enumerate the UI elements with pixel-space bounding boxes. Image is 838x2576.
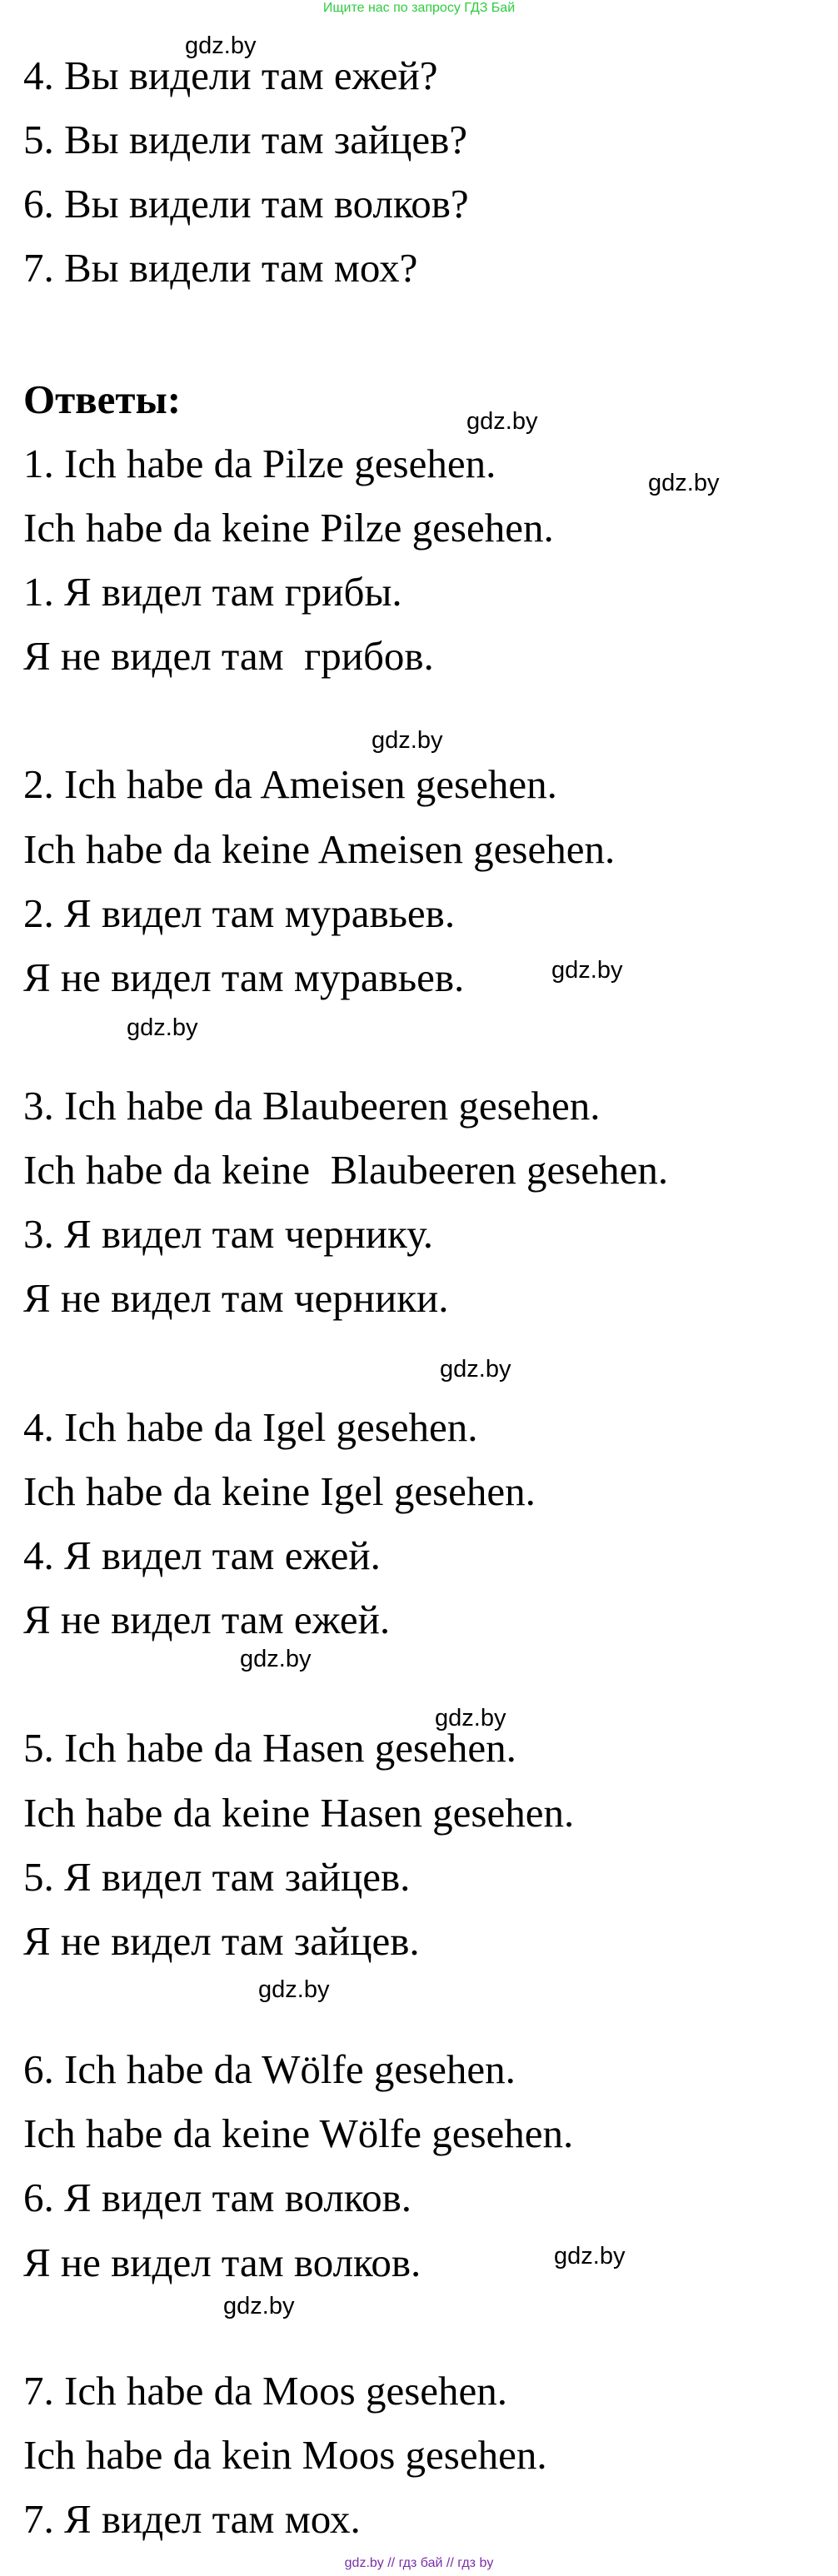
answer-1-ru: 1. Я видел там грибы. (23, 569, 402, 615)
answer-2-ru: 2. Я видел там муравьев. (23, 890, 456, 936)
answer-5-de-neg: Ich habe da keine Hasen gesehen. (23, 1790, 575, 1836)
answer-6-ru: 6. Я видел там волков. (23, 2175, 412, 2220)
question-line: 7. Вы видели там мох? (23, 245, 418, 291)
answer-2-ru-neg: Я не видел там муравьев. (23, 954, 465, 1000)
footer-note: gdz.by // гдз бай // гдз by (344, 2556, 494, 2570)
answer-3-ru-neg: Я не видел там черники. (23, 1275, 449, 1321)
answer-4-de: 4. Ich habe da Igel gesehen. (23, 1404, 478, 1450)
answer-5-ru-neg: Я не видел там зайцев. (23, 1918, 420, 1964)
answer-3-ru: 3. Я видел там чернику. (23, 1211, 433, 1257)
question-line: 5. Вы видели там зайцев? (23, 117, 468, 162)
header-note: Ищите нас по запросу ГДЗ Бай (322, 1, 516, 15)
answers-heading: Ответы: (23, 376, 182, 422)
answer-5-de: 5. Ich habe da Hasen gesehen. (23, 1725, 516, 1771)
answer-6-ru-neg: Я не видел там волков. (23, 2240, 421, 2285)
watermark: gdz.by (554, 2243, 626, 2270)
watermark: gdz.by (648, 470, 720, 496)
answer-4-de-neg: Ich habe da keine Igel gesehen. (23, 1468, 536, 1514)
answer-1-de: 1. Ich habe da Pilze gesehen. (23, 441, 496, 486)
answer-2-de-neg: Ich habe da keine Ameisen gesehen. (23, 826, 616, 872)
watermark: gdz.by (551, 957, 623, 984)
answer-5-ru: 5. Я видел там зайцев. (23, 1854, 411, 1900)
question-line: 4. Вы видели там ежей? (23, 52, 438, 98)
watermark: gdz.by (240, 1646, 312, 1672)
watermark: gdz.by (466, 408, 538, 435)
watermark: gdz.by (223, 2293, 295, 2319)
answer-4-ru: 4. Я видел там ежей. (23, 1532, 381, 1578)
answer-6-de-neg: Ich habe da keine Wölfe gesehen. (23, 2110, 574, 2156)
answer-3-de-neg: Ich habe da keine Blaubeeren gesehen. (23, 1147, 669, 1193)
answer-7-de-neg: Ich habe da kein Moos gesehen. (23, 2432, 547, 2478)
watermark: gdz.by (258, 1976, 330, 2003)
answer-2-de: 2. Ich habe da Ameisen gesehen. (23, 761, 557, 807)
answer-3-de: 3. Ich habe da Blaubeeren gesehen. (23, 1083, 601, 1129)
watermark: gdz.by (440, 1356, 511, 1383)
answer-7-de: 7. Ich habe da Moos gesehen. (23, 2368, 508, 2414)
watermark: gdz.by (185, 32, 257, 59)
answer-7-ru: 7. Я видел там мох. (23, 2496, 361, 2542)
watermark: gdz.by (372, 727, 443, 754)
question-line: 6. Вы видели там волков? (23, 181, 469, 227)
watermark: gdz.by (127, 1014, 198, 1041)
answer-6-de: 6. Ich habe da Wölfe gesehen. (23, 2046, 516, 2092)
answer-4-ru-neg: Я не видел там ежей. (23, 1597, 391, 1642)
answer-1-ru-neg: Я не видел там грибов. (23, 633, 434, 679)
answer-1-de-neg: Ich habe da keine Pilze gesehen. (23, 505, 554, 551)
watermark: gdz.by (435, 1705, 506, 1731)
